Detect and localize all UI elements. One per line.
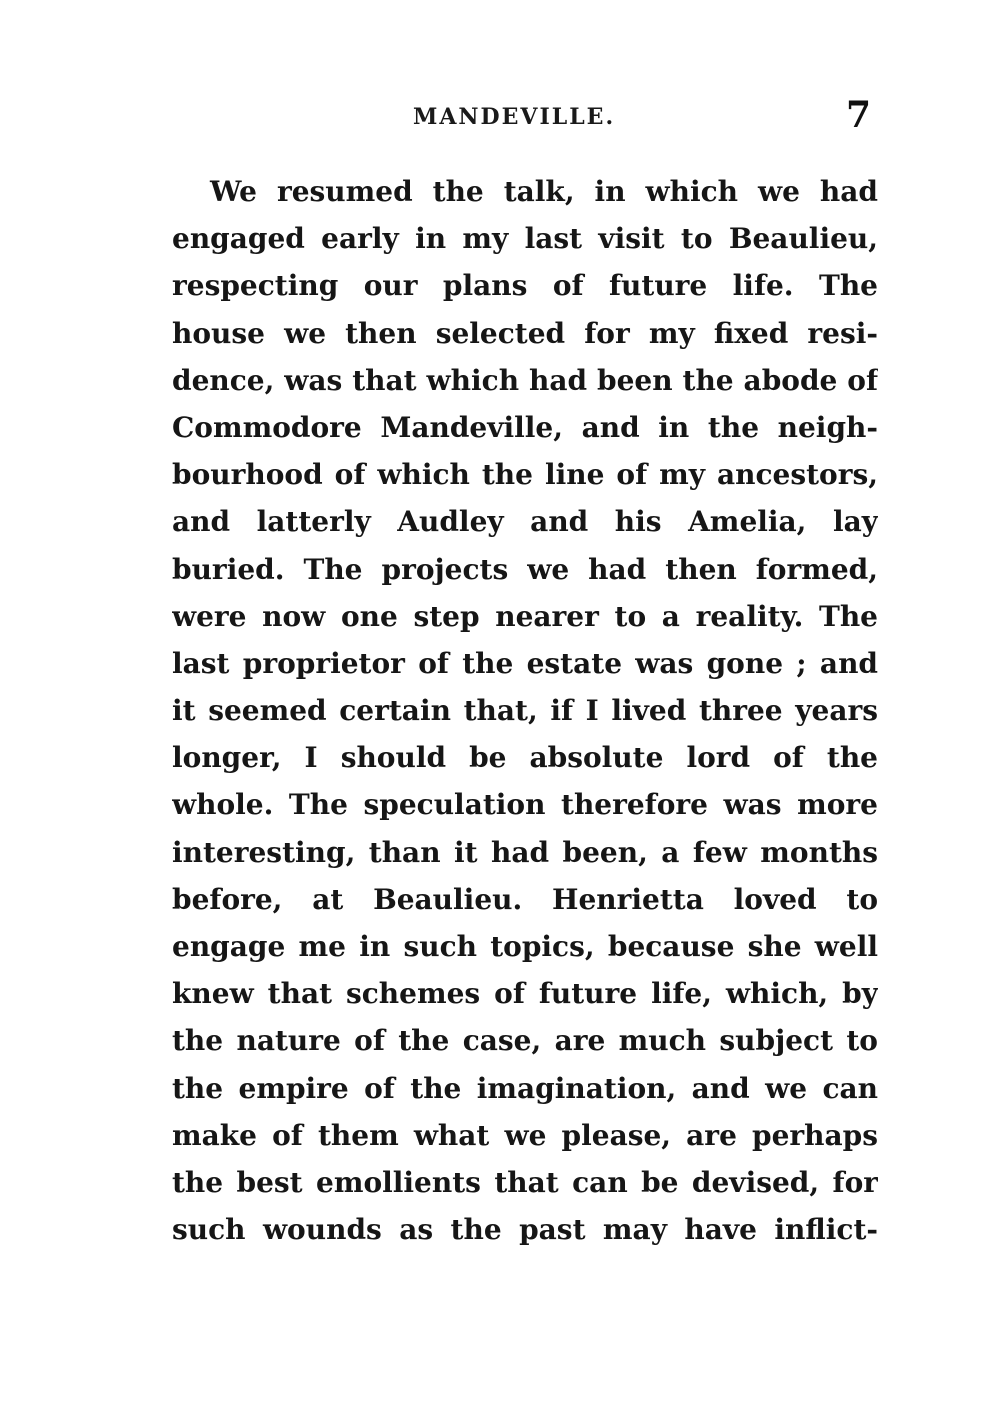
text-line: the empire of the imagination, and we can xyxy=(172,1071,878,1105)
page-number: 7 xyxy=(846,94,872,136)
text-line: engage me in such topics, because she well xyxy=(172,930,878,963)
text-line: bourhood of which the line of my ancestors, xyxy=(172,458,878,492)
text-line: buried. The projects we had then formed, xyxy=(172,552,878,586)
text-line: such wounds as the past may have inflict- xyxy=(172,1213,878,1247)
text-line: knew that schemes of future life, which, by xyxy=(172,977,878,1011)
text-line: house we then selected for my fixed resi- xyxy=(172,316,878,350)
text-line: longer, I should be absolute lord of the xyxy=(172,741,878,775)
text-line: respecting our plans of future life. The xyxy=(172,269,878,303)
text-line: before, at Beaulieu. Henrietta loved to xyxy=(172,882,878,916)
text-line: the best emollients that can be devised, for xyxy=(172,1165,878,1199)
text-line: engaged early in my last visit to Beaulieu, xyxy=(172,222,878,256)
text-line: Commodore Mandeville, and in the neigh- xyxy=(172,410,878,444)
body-text xyxy=(172,168,878,1253)
text-line: were now one step nearer to a reality. The xyxy=(172,599,878,633)
text-line: We resumed the talk, in which we had xyxy=(210,175,878,208)
text-line: it seemed certain that, if I lived three years xyxy=(172,694,878,728)
text-line: whole. The speculation therefore was more xyxy=(172,788,878,822)
running-head xyxy=(0,94,1000,138)
running-title: MANDEVILLE. xyxy=(413,104,616,130)
text-line: interesting, than it had been, a few months xyxy=(172,835,878,869)
text-line: dence, was that which had been the abode of xyxy=(172,363,878,397)
text-line: make of them what we please, are perhaps xyxy=(172,1118,878,1152)
text-line: the nature of the case, are much subject to xyxy=(172,1024,878,1058)
text-line: and latterly Audley and his Amelia, lay xyxy=(172,505,878,539)
text-line: last proprietor of the estate was gone ; and xyxy=(172,646,878,680)
